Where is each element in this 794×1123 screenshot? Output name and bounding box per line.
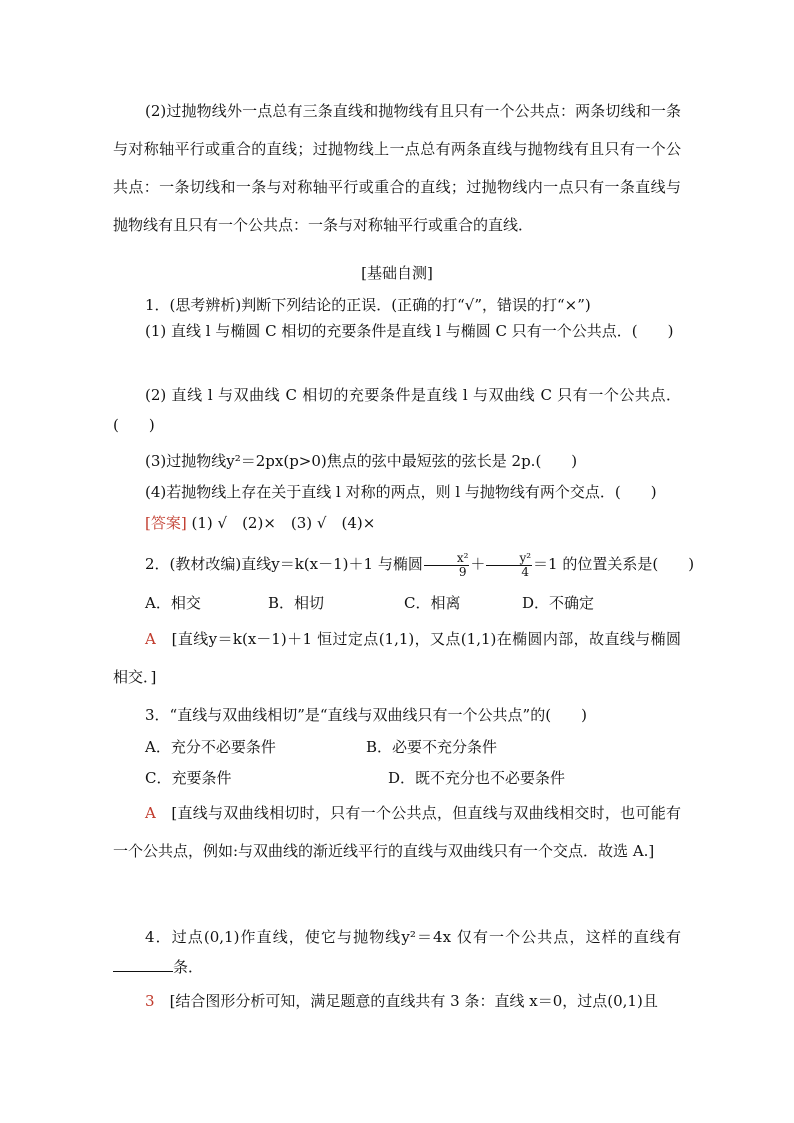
q3-explain-text: [直线与双曲线相切时，只有一个公共点，但直线与双曲线相交时，也可能有一个公共点，例如:与双曲线的渐近线平行的直线与双曲线只有一个交点．故选 A.] xyxy=(113,804,681,860)
q3-answer: A xyxy=(145,804,156,822)
q2-explanation xyxy=(113,620,681,696)
plus-sign: ＋ xyxy=(470,555,486,573)
fraction-denominator: 9 xyxy=(458,564,467,579)
fraction-numerator: y² xyxy=(486,552,532,566)
q1-item-1: (1) 直线 l 与椭圆 C 相切的充要条件是直线 l 与椭圆 C 只有一个公共点．( ) xyxy=(145,322,674,340)
fraction-y2-over-4 xyxy=(486,552,532,579)
q2-stem-end: ＝1 的位置关系是( ) xyxy=(533,555,695,573)
q2-option-d: D．不确定 xyxy=(522,594,595,612)
q4-explain-text: [结合图形分析可知，满足题意的直线共有 3 条：直线 x＝0，过点(0,1)且 xyxy=(169,992,658,1010)
answer-text: (1) √ (2)× (3) √ (4)× xyxy=(191,514,376,532)
q3-option-c: C．充要条件 xyxy=(145,769,232,787)
q4-stem-start: 4．过点(0,1)作直线，使它与抛物线y²＝4x 仅有一个公共点，这样的直线有 xyxy=(145,928,681,946)
q3-option-d: D．既不充分也不必要条件 xyxy=(388,769,566,787)
q2-answer: A xyxy=(145,630,156,648)
q4-explanation xyxy=(113,990,683,1011)
q2-explain-text: [直线y＝k(x－1)＋1 恒过定点(1,1)，又点(1,1)在椭圆内部，故直线与椭圆相交．] xyxy=(113,630,681,686)
q4-answer: 3 xyxy=(145,992,155,1010)
q1-stem: 1．(思考辨析)判断下列结论的正误．(正确的打“√”，错误的打“×”) xyxy=(145,296,591,314)
answer-label: [答案] xyxy=(145,514,187,532)
fraction-numerator: x² xyxy=(424,552,470,566)
q4-stem xyxy=(113,922,681,982)
q4-stem-end: 条． xyxy=(173,958,204,976)
answer-blank xyxy=(113,957,173,972)
q1-item-2: (2) 直线 l 与双曲线 C 相切的充要条件是直线 l 与双曲线 C 只有一个公共点．( ) xyxy=(113,386,681,434)
q1-answer xyxy=(113,512,683,533)
q3-option-a: A．充分不必要条件 xyxy=(145,738,276,756)
q2-option-a: A．相交 xyxy=(145,594,201,612)
fraction-x2-over-9 xyxy=(424,552,470,579)
q2-option-b: B．相切 xyxy=(268,594,325,612)
intro-paragraph: (2)过抛物线外一点总有三条直线和抛物线有且只有一个公共点：两条切线和一条与对称轴平行或重合的直线；过抛物线上一点总有两条直线与抛物线有且只有一个公共点：一条切线和一条与对称轴平行或重合的直线；过抛物线内一点只有一条直线与抛物线有且只有一个公共点：一条与对称轴平行或重合的直线． xyxy=(113,102,681,234)
fraction-denominator: 4 xyxy=(521,564,530,579)
q3-option-b: B．必要不充分条件 xyxy=(366,738,498,756)
q1-item-4: (4)若抛物线上存在关于直线 l 对称的两点，则 l 与抛物线有两个交点．( ) xyxy=(145,483,657,501)
q2-stem-start: 2．(教材改编)直线y＝k(x－1)＋1 与椭圆 xyxy=(145,555,423,573)
q1-item-3: (3)过抛物线y²＝2px(p>0)焦点的弦中最短弦的弦长是 2p.( ) xyxy=(145,452,578,470)
q3-explanation xyxy=(113,794,681,870)
q2-stem xyxy=(113,546,695,582)
q2-option-c: C．相离 xyxy=(404,594,461,612)
section-title: [基础自测] xyxy=(361,264,433,282)
q3-stem: 3．“直线与双曲线相切”是“直线与双曲线只有一个公共点”的( ) xyxy=(145,706,587,724)
